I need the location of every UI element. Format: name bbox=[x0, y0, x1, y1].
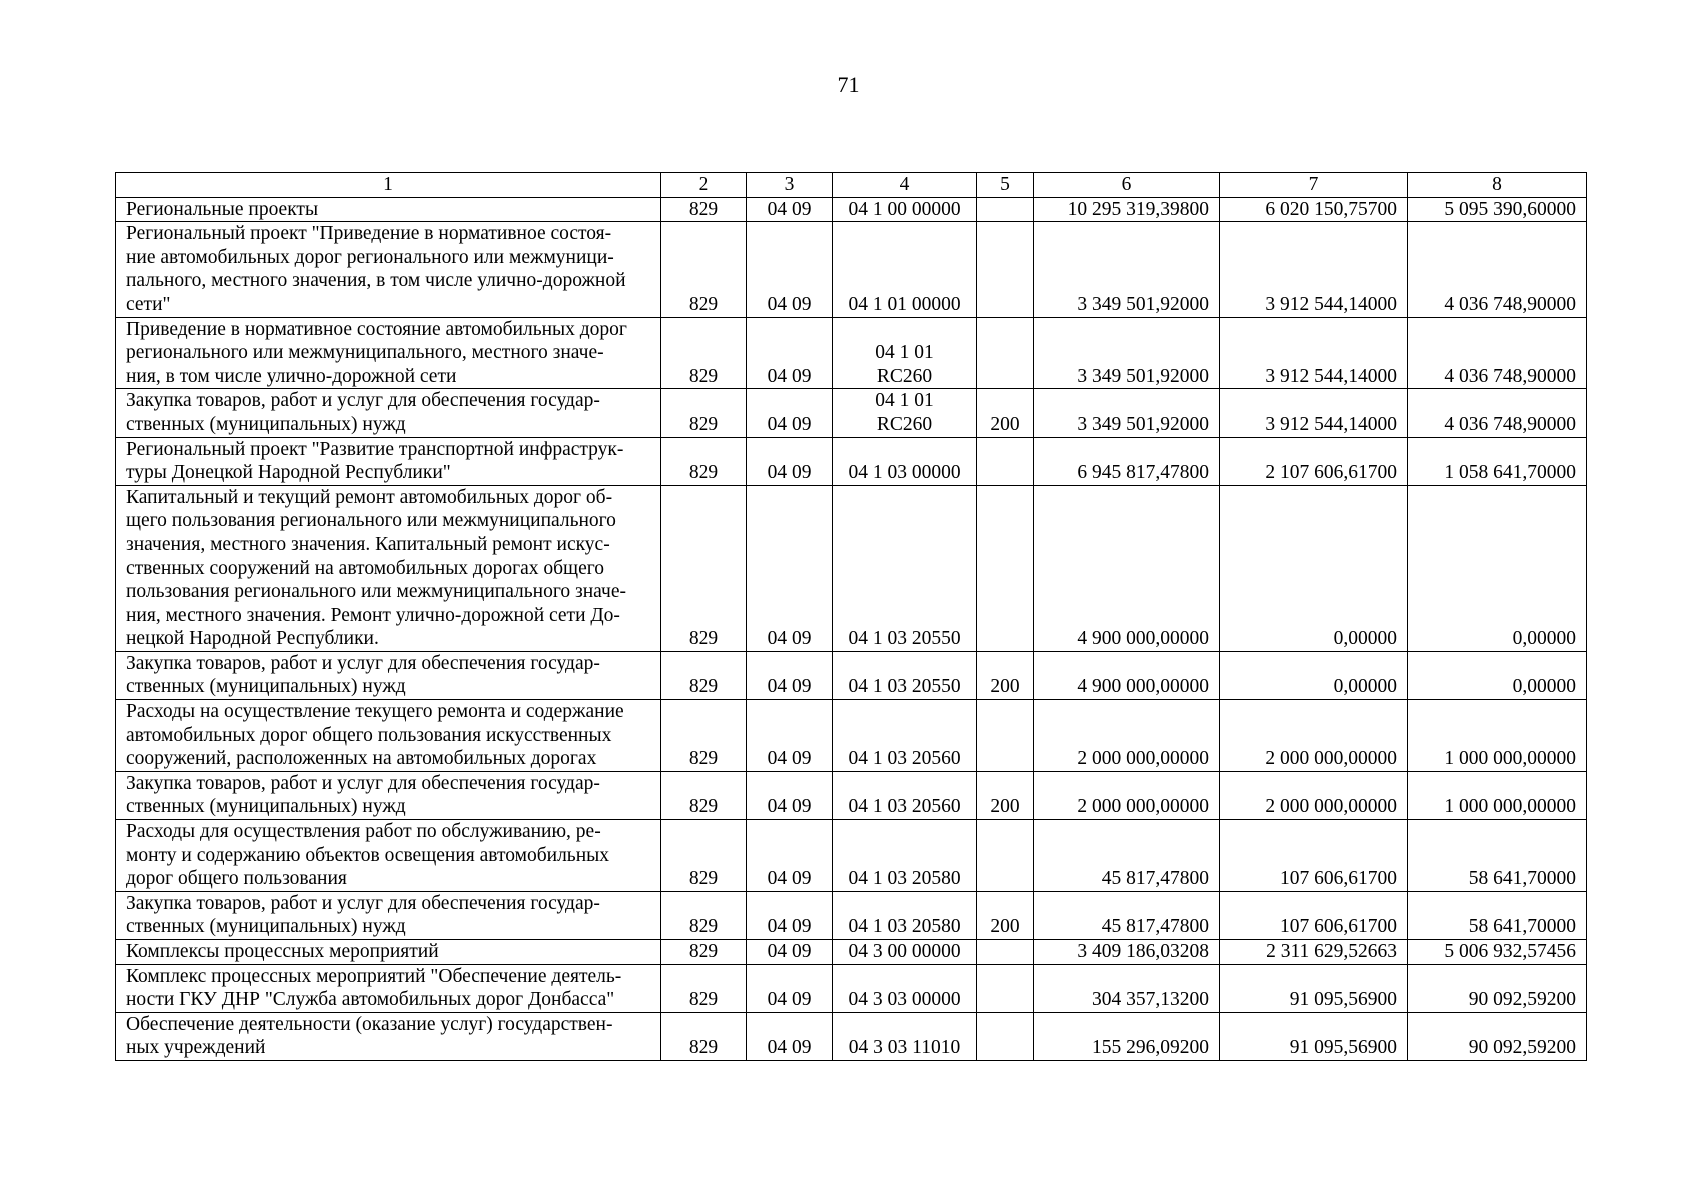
amount-col-6: 45 817,47800 bbox=[1034, 891, 1220, 939]
section-code: 04 09 bbox=[747, 940, 833, 965]
amount-col-7: 107 606,61700 bbox=[1220, 820, 1408, 892]
amount-col-7: 2 107 606,61700 bbox=[1220, 437, 1408, 485]
table-row bbox=[116, 389, 1587, 437]
expense-type bbox=[977, 820, 1034, 892]
header-cell: 1 bbox=[116, 173, 661, 198]
header-cell: 7 bbox=[1220, 173, 1408, 198]
header-cell: 2 bbox=[661, 173, 747, 198]
row-name: Обеспечение деятельности (оказание услуг) государствен- ных учреждений bbox=[116, 1012, 661, 1060]
header-cell: 3 bbox=[747, 173, 833, 198]
ministry-code: 829 bbox=[661, 820, 747, 892]
amount-col-6: 155 296,09200 bbox=[1034, 1012, 1220, 1060]
header-cell: 4 bbox=[833, 173, 977, 198]
section-code: 04 09 bbox=[747, 891, 833, 939]
header-cell: 6 bbox=[1034, 173, 1220, 198]
expense-type: 200 bbox=[977, 651, 1034, 699]
amount-col-6: 2 000 000,00000 bbox=[1034, 700, 1220, 772]
section-code: 04 09 bbox=[747, 389, 833, 437]
row-name: Закупка товаров, работ и услуг для обеспечения государ- ственных (муниципальных) нужд bbox=[116, 389, 661, 437]
target-article: 04 3 00 00000 bbox=[833, 940, 977, 965]
amount-col-6: 3 409 186,03208 bbox=[1034, 940, 1220, 965]
table-row bbox=[116, 651, 1587, 699]
amount-col-8: 5 006 932,57456 bbox=[1408, 940, 1587, 965]
amount-col-7: 3 912 544,14000 bbox=[1220, 222, 1408, 317]
expense-type: 200 bbox=[977, 771, 1034, 819]
ministry-code: 829 bbox=[661, 197, 747, 222]
ministry-code: 829 bbox=[661, 1012, 747, 1060]
ministry-code: 829 bbox=[661, 700, 747, 772]
section-code: 04 09 bbox=[747, 964, 833, 1012]
amount-col-8: 4 036 748,90000 bbox=[1408, 317, 1587, 389]
target-article: 04 1 03 00000 bbox=[833, 437, 977, 485]
expense-type bbox=[977, 964, 1034, 1012]
target-article: 04 3 03 11010 bbox=[833, 1012, 977, 1060]
budget-table bbox=[115, 172, 1587, 1061]
table-row bbox=[116, 197, 1587, 222]
target-article: 04 1 01 RC260 bbox=[833, 389, 977, 437]
amount-col-7: 91 095,56900 bbox=[1220, 1012, 1408, 1060]
amount-col-8: 0,00000 bbox=[1408, 651, 1587, 699]
ministry-code: 829 bbox=[661, 771, 747, 819]
expense-type bbox=[977, 437, 1034, 485]
table-row bbox=[116, 771, 1587, 819]
header-cell: 8 bbox=[1408, 173, 1587, 198]
amount-col-6: 3 349 501,92000 bbox=[1034, 389, 1220, 437]
section-code: 04 09 bbox=[747, 197, 833, 222]
section-code: 04 09 bbox=[747, 700, 833, 772]
amount-col-7: 2 311 629,52663 bbox=[1220, 940, 1408, 965]
row-name: Региональные проекты bbox=[116, 197, 661, 222]
amount-col-8: 1 000 000,00000 bbox=[1408, 771, 1587, 819]
target-article: 04 1 03 20580 bbox=[833, 891, 977, 939]
ministry-code: 829 bbox=[661, 964, 747, 1012]
target-article: 04 1 01 00000 bbox=[833, 222, 977, 317]
amount-col-7: 3 912 544,14000 bbox=[1220, 389, 1408, 437]
expense-type bbox=[977, 940, 1034, 965]
amount-col-7: 0,00000 bbox=[1220, 485, 1408, 651]
expense-type: 200 bbox=[977, 389, 1034, 437]
expense-type bbox=[977, 222, 1034, 317]
header-row bbox=[116, 173, 1587, 198]
section-code: 04 09 bbox=[747, 437, 833, 485]
section-code: 04 09 bbox=[747, 1012, 833, 1060]
table-row bbox=[116, 437, 1587, 485]
row-name: Региональный проект "Развитие транспортной инфраструк- туры Донецкой Народной Республики" bbox=[116, 437, 661, 485]
amount-col-8: 0,00000 bbox=[1408, 485, 1587, 651]
row-name: Расходы на осуществление текущего ремонта и содержание автомобильных дорог общего пользования искусственных сооружений, расположенных на автомобильных дорогах bbox=[116, 700, 661, 772]
ministry-code: 829 bbox=[661, 940, 747, 965]
expense-type: 200 bbox=[977, 891, 1034, 939]
target-article: 04 1 03 20560 bbox=[833, 700, 977, 772]
amount-col-6: 2 000 000,00000 bbox=[1034, 771, 1220, 819]
amount-col-8: 1 000 000,00000 bbox=[1408, 700, 1587, 772]
table-row bbox=[116, 940, 1587, 965]
amount-col-6: 10 295 319,39800 bbox=[1034, 197, 1220, 222]
section-code: 04 09 bbox=[747, 222, 833, 317]
amount-col-8: 58 641,70000 bbox=[1408, 891, 1587, 939]
section-code: 04 09 bbox=[747, 485, 833, 651]
ministry-code: 829 bbox=[661, 891, 747, 939]
amount-col-8: 5 095 390,60000 bbox=[1408, 197, 1587, 222]
section-code: 04 09 bbox=[747, 317, 833, 389]
section-code: 04 09 bbox=[747, 820, 833, 892]
ministry-code: 829 bbox=[661, 485, 747, 651]
amount-col-6: 304 357,13200 bbox=[1034, 964, 1220, 1012]
expense-type bbox=[977, 700, 1034, 772]
expense-type bbox=[977, 317, 1034, 389]
amount-col-8: 1 058 641,70000 bbox=[1408, 437, 1587, 485]
amount-col-8: 58 641,70000 bbox=[1408, 820, 1587, 892]
table-row bbox=[116, 485, 1587, 651]
row-name: Расходы для осуществления работ по обслуживанию, ре- монту и содержанию объектов освещения автомобильных дорог общего пользования bbox=[116, 820, 661, 892]
section-code: 04 09 bbox=[747, 651, 833, 699]
row-name: Региональный проект "Приведение в нормативное состоя- ние автомобильных дорог регионального или межмуници- пального, местного значения, в том числе улично-дорожной сети" bbox=[116, 222, 661, 317]
amount-col-7: 2 000 000,00000 bbox=[1220, 700, 1408, 772]
amount-col-7: 0,00000 bbox=[1220, 651, 1408, 699]
table-row bbox=[116, 891, 1587, 939]
expense-type bbox=[977, 485, 1034, 651]
ministry-code: 829 bbox=[661, 222, 747, 317]
amount-col-6: 3 349 501,92000 bbox=[1034, 222, 1220, 317]
table-row bbox=[116, 317, 1587, 389]
target-article: 04 3 03 00000 bbox=[833, 964, 977, 1012]
row-name: Капитальный и текущий ремонт автомобильных дорог об- щего пользования регионального или межмуниципального значения, местного значения. Капитальный ремонт искус- ственных сооружений на автомобильных дорогах общего пользования регионального или межмуниципального значе- ния, местного значения. Ремонт улично-дорожной сети До- нецкой Народной Республики. bbox=[116, 485, 661, 651]
table-row bbox=[116, 820, 1587, 892]
ministry-code: 829 bbox=[661, 317, 747, 389]
amount-col-7: 91 095,56900 bbox=[1220, 964, 1408, 1012]
header-cell: 5 bbox=[977, 173, 1034, 198]
table-row bbox=[116, 1012, 1587, 1060]
row-name: Закупка товаров, работ и услуг для обеспечения государ- ственных (муниципальных) нужд bbox=[116, 891, 661, 939]
table-row bbox=[116, 222, 1587, 317]
amount-col-6: 4 900 000,00000 bbox=[1034, 485, 1220, 651]
row-name: Приведение в нормативное состояние автомобильных дорог регионального или межмуниципального, местного значе- ния, в том числе улично-дорожной сети bbox=[116, 317, 661, 389]
amount-col-6: 6 945 817,47800 bbox=[1034, 437, 1220, 485]
expense-type bbox=[977, 1012, 1034, 1060]
target-article: 04 1 00 00000 bbox=[833, 197, 977, 222]
target-article: 04 1 01 RC260 bbox=[833, 317, 977, 389]
amount-col-6: 4 900 000,00000 bbox=[1034, 651, 1220, 699]
amount-col-6: 45 817,47800 bbox=[1034, 820, 1220, 892]
ministry-code: 829 bbox=[661, 651, 747, 699]
ministry-code: 829 bbox=[661, 389, 747, 437]
amount-col-7: 107 606,61700 bbox=[1220, 891, 1408, 939]
amount-col-8: 90 092,59200 bbox=[1408, 1012, 1587, 1060]
table-row bbox=[116, 964, 1587, 1012]
row-name: Комплекс процессных мероприятий "Обеспечение деятель- ности ГКУ ДНР "Служба автомобильных дорог Донбасса" bbox=[116, 964, 661, 1012]
section-code: 04 09 bbox=[747, 771, 833, 819]
row-name: Закупка товаров, работ и услуг для обеспечения государ- ственных (муниципальных) нужд bbox=[116, 651, 661, 699]
amount-col-7: 2 000 000,00000 bbox=[1220, 771, 1408, 819]
amount-col-8: 4 036 748,90000 bbox=[1408, 222, 1587, 317]
amount-col-7: 6 020 150,75700 bbox=[1220, 197, 1408, 222]
amount-col-8: 4 036 748,90000 bbox=[1408, 389, 1587, 437]
table-row bbox=[116, 700, 1587, 772]
target-article: 04 1 03 20580 bbox=[833, 820, 977, 892]
target-article: 04 1 03 20550 bbox=[833, 485, 977, 651]
expense-type bbox=[977, 197, 1034, 222]
target-article: 04 1 03 20560 bbox=[833, 771, 977, 819]
target-article: 04 1 03 20550 bbox=[833, 651, 977, 699]
row-name: Закупка товаров, работ и услуг для обеспечения государ- ственных (муниципальных) нужд bbox=[116, 771, 661, 819]
amount-col-6: 3 349 501,92000 bbox=[1034, 317, 1220, 389]
ministry-code: 829 bbox=[661, 437, 747, 485]
page-number: 71 bbox=[837, 72, 860, 97]
table-body bbox=[116, 197, 1587, 1060]
row-name: Комплексы процессных мероприятий bbox=[116, 940, 661, 965]
amount-col-8: 90 092,59200 bbox=[1408, 964, 1587, 1012]
amount-col-7: 3 912 544,14000 bbox=[1220, 317, 1408, 389]
